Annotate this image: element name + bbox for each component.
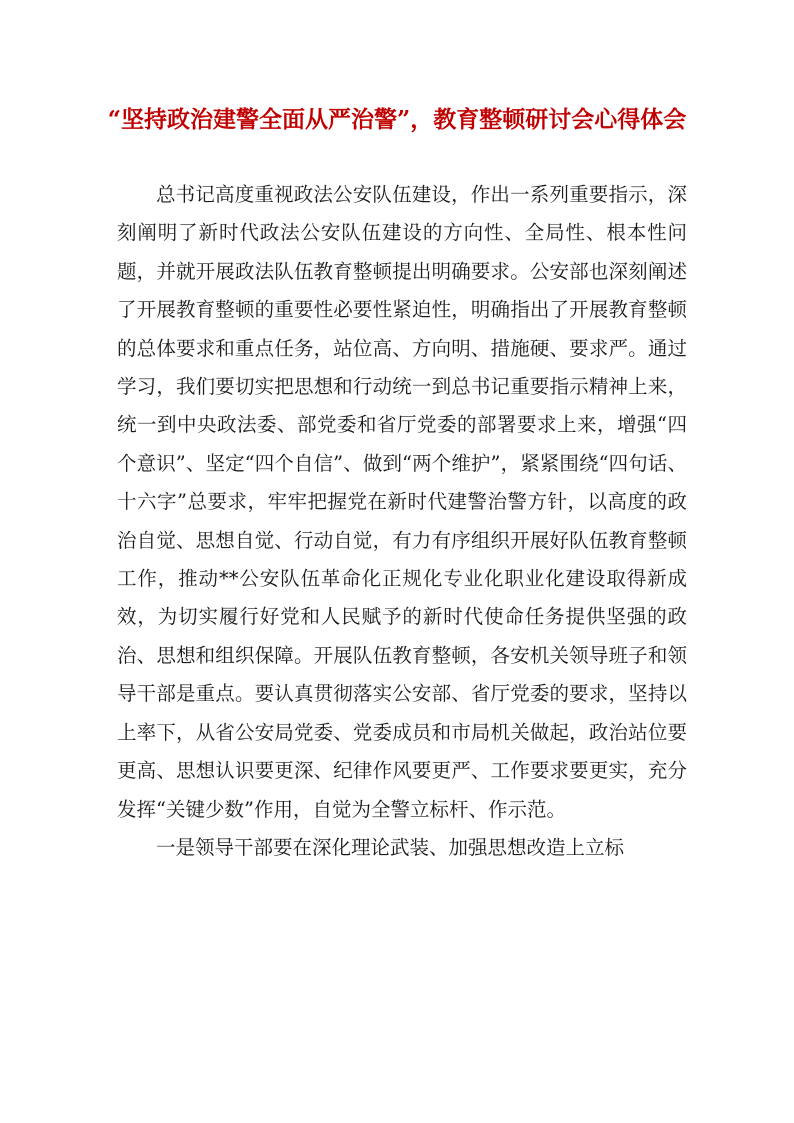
- paragraph-1: 总书记高度重视政法公安队伍建设，作出一系列重要指示，深刻阐明了新时代政法公安队伍建设的方向性、全局性、根本性问题，并就开展政法队伍教育整顿提出明确要求。公安部也深刻阐述了开展教育整顿的重要性必要性紧迫性，明确指出了开展教育整顿的总体要求和重点任务，站位高、方向明、措施硬、要求严。通过学习，我们要切实把思想和行动统一到总书记重要指示精神上来，统一到中央政法委、部党委和省厅党委的部署要求上来，增强“四个意识”、坚定“四个自信”、做到“两个维护”，紧紧围绕“四句话、十六字”总要求，牢牢把握党在新时代建警治警方针，以高度的政治自觉、思想自觉、行动自觉，有力有序组织开展好队伍教育整顿工作，推动**公安队伍革命化正规化专业化职业化建设取得新成效，为切实履行好党和人民赋予的新时代使命任务提供坚强的政治、思想和组织保障。开展队伍教育整顿，各安机关领导班子和领导干部是重点。要认真贯彻落实公安部、省厅党委的要求，坚持以上率下，从省公安局党委、党委成员和市局机关做起，政治站位要更高、思想认识要更深、纪律作风要更严、工作要求要更实，充分发挥“关键少数”作用，自觉为全警立标杆、作示范。: [117, 183, 687, 821]
- paragraph-2: 一是领导干部要在深化理论武装、加强思想改造上立标: [156, 835, 625, 859]
- document-body: [117, 176, 687, 867]
- document-title: “坚持政治建警全面从严治警”，教育整顿研讨会心得体会: [107, 106, 687, 133]
